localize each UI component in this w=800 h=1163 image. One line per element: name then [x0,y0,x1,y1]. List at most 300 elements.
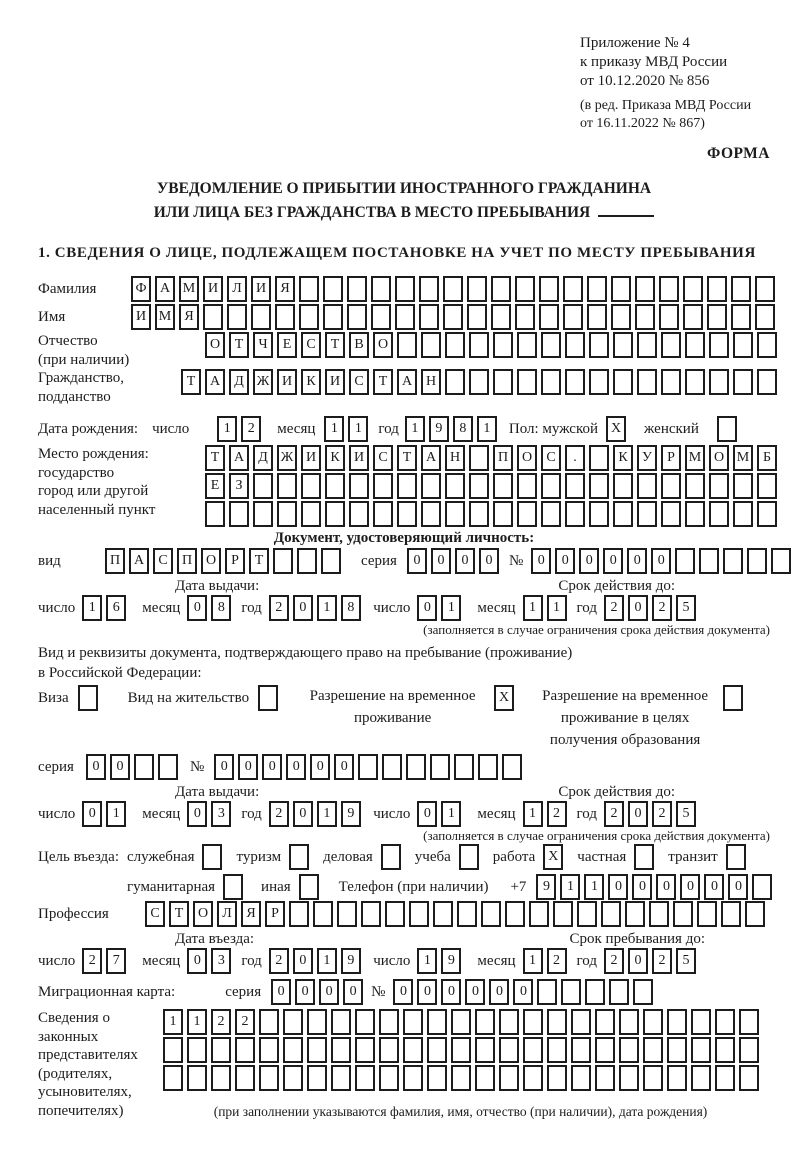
char-cell[interactable] [475,1009,495,1035]
char-cell[interactable]: 0 [417,595,437,621]
char-cell[interactable] [523,1065,543,1091]
char-cell[interactable] [571,1037,591,1063]
char-cell[interactable]: И [203,276,223,302]
char-cell[interactable]: М [733,445,753,471]
char-cell[interactable]: А [205,369,225,395]
char-cell[interactable] [163,1037,183,1063]
char-cell[interactable]: С [373,445,393,471]
char-cell[interactable] [523,1037,543,1063]
char-cell[interactable]: 0 [531,548,551,574]
char-cell[interactable] [745,901,765,927]
char-cell[interactable]: 9 [441,948,461,974]
char-cell[interactable] [529,901,549,927]
char-cell[interactable] [445,473,465,499]
char-cell[interactable]: М [155,304,175,330]
char-cell[interactable] [419,304,439,330]
char-cell[interactable]: Я [179,304,199,330]
char-cell[interactable] [235,1037,255,1063]
char-cell[interactable] [397,501,417,527]
char-cell[interactable] [757,332,777,358]
char-cell[interactable] [321,548,341,574]
char-cell[interactable] [203,304,223,330]
char-cell[interactable]: 2 [652,595,672,621]
char-cell[interactable] [661,369,681,395]
char-cell[interactable] [491,276,511,302]
char-cell[interactable]: 1 [324,416,344,442]
char-cell[interactable]: 0 [295,979,315,1005]
char-cell[interactable]: Р [265,901,285,927]
char-cell[interactable]: С [153,548,173,574]
char-cell[interactable] [715,1009,735,1035]
char-cell[interactable] [467,276,487,302]
char-cell[interactable] [331,1037,351,1063]
char-cell[interactable] [633,979,653,1005]
char-cell[interactable]: Т [205,445,225,471]
char-cell[interactable] [517,369,537,395]
char-cell[interactable]: 0 [680,874,700,900]
char-cell[interactable] [539,304,559,330]
char-cell[interactable] [731,276,751,302]
char-cell[interactable] [283,1037,303,1063]
char-cell[interactable] [589,332,609,358]
char-cell[interactable]: 1 [217,416,237,442]
char-cell[interactable]: 1 [477,416,497,442]
char-cell[interactable] [227,304,247,330]
char-cell[interactable] [325,473,345,499]
char-cell[interactable] [755,304,775,330]
char-cell[interactable]: 1 [523,948,543,974]
char-cell[interactable] [307,1009,327,1035]
char-cell[interactable] [253,473,273,499]
char-cell[interactable] [469,332,489,358]
char-cell[interactable] [421,473,441,499]
char-cell[interactable] [331,1065,351,1091]
char-cell[interactable]: К [613,445,633,471]
char-cell[interactable] [733,332,753,358]
char-cell[interactable] [187,1065,207,1091]
char-cell[interactable] [403,1009,423,1035]
char-cell[interactable]: 0 [343,979,363,1005]
char-cell[interactable]: Б [757,445,777,471]
char-cell[interactable] [403,1065,423,1091]
char-cell[interactable]: И [251,276,271,302]
char-cell[interactable] [661,501,681,527]
char-cell[interactable]: 1 [187,1009,207,1035]
purpose-study-checkbox[interactable] [459,844,479,870]
char-cell[interactable] [685,473,705,499]
char-cell[interactable] [491,304,511,330]
char-cell[interactable] [739,1065,759,1091]
purpose-humanitarian-checkbox[interactable] [223,874,243,900]
char-cell[interactable]: Е [205,473,225,499]
char-cell[interactable] [683,276,703,302]
char-cell[interactable] [565,473,585,499]
char-cell[interactable] [637,369,657,395]
char-cell[interactable] [277,473,297,499]
char-cell[interactable] [541,369,561,395]
char-cell[interactable] [547,1037,567,1063]
char-cell[interactable]: 0 [628,948,648,974]
char-cell[interactable] [675,548,695,574]
char-cell[interactable]: 3 [211,801,231,827]
char-cell[interactable] [235,1065,255,1091]
char-cell[interactable] [331,1009,351,1035]
char-cell[interactable]: 1 [106,801,126,827]
char-cell[interactable]: 8 [211,595,231,621]
char-cell[interactable]: 0 [656,874,676,900]
char-cell[interactable] [299,304,319,330]
char-cell[interactable] [355,1065,375,1091]
char-cell[interactable] [379,1037,399,1063]
char-cell[interactable]: Т [229,332,249,358]
char-cell[interactable]: 0 [431,548,451,574]
char-cell[interactable] [683,304,703,330]
char-cell[interactable] [577,901,597,927]
char-cell[interactable] [373,501,393,527]
char-cell[interactable]: И [277,369,297,395]
char-cell[interactable] [691,1037,711,1063]
char-cell[interactable]: П [177,548,197,574]
char-cell[interactable] [595,1037,615,1063]
char-cell[interactable]: 3 [211,948,231,974]
char-cell[interactable] [499,1065,519,1091]
char-cell[interactable]: 0 [513,979,533,1005]
char-cell[interactable]: Т [249,548,269,574]
char-cell[interactable]: 2 [652,948,672,974]
char-cell[interactable]: О [373,332,393,358]
char-cell[interactable] [541,501,561,527]
char-cell[interactable]: 2 [235,1009,255,1035]
char-cell[interactable] [587,276,607,302]
char-cell[interactable] [709,501,729,527]
char-cell[interactable]: Т [181,369,201,395]
char-cell[interactable] [427,1065,447,1091]
char-cell[interactable] [158,754,178,780]
char-cell[interactable]: 1 [317,801,337,827]
char-cell[interactable]: О [193,901,213,927]
char-cell[interactable]: К [325,445,345,471]
purpose-official-checkbox[interactable] [202,844,222,870]
char-cell[interactable] [421,332,441,358]
char-cell[interactable]: 0 [407,548,427,574]
char-cell[interactable] [589,369,609,395]
char-cell[interactable] [659,276,679,302]
char-cell[interactable]: С [301,332,321,358]
char-cell[interactable]: . [565,445,585,471]
char-cell[interactable]: 2 [604,595,624,621]
char-cell[interactable] [134,754,154,780]
char-cell[interactable]: Т [325,332,345,358]
char-cell[interactable] [355,1009,375,1035]
char-cell[interactable] [733,369,753,395]
char-cell[interactable] [451,1009,471,1035]
char-cell[interactable] [323,304,343,330]
char-cell[interactable] [715,1037,735,1063]
char-cell[interactable]: Я [241,901,261,927]
char-cell[interactable]: Р [661,445,681,471]
char-cell[interactable]: 0 [627,548,647,574]
char-cell[interactable] [667,1037,687,1063]
char-cell[interactable] [443,304,463,330]
char-cell[interactable]: Р [225,548,245,574]
char-cell[interactable]: Ч [253,332,273,358]
char-cell[interactable] [637,473,657,499]
char-cell[interactable] [297,548,317,574]
char-cell[interactable] [385,901,405,927]
char-cell[interactable] [547,1009,567,1035]
char-cell[interactable]: Ж [253,369,273,395]
char-cell[interactable] [403,1037,423,1063]
char-cell[interactable] [493,369,513,395]
char-cell[interactable] [667,1009,687,1035]
char-cell[interactable]: 0 [187,801,207,827]
visa-checkbox[interactable] [78,685,98,711]
char-cell[interactable] [379,1065,399,1091]
char-cell[interactable] [358,754,378,780]
char-cell[interactable] [409,901,429,927]
char-cell[interactable]: А [397,369,417,395]
char-cell[interactable] [563,276,583,302]
char-cell[interactable]: 0 [393,979,413,1005]
char-cell[interactable] [451,1037,471,1063]
char-cell[interactable] [502,754,522,780]
char-cell[interactable]: 0 [187,948,207,974]
char-cell[interactable] [430,754,450,780]
char-cell[interactable] [397,332,417,358]
char-cell[interactable] [301,501,321,527]
char-cell[interactable] [685,369,705,395]
char-cell[interactable]: И [325,369,345,395]
char-cell[interactable] [707,304,727,330]
char-cell[interactable] [673,901,693,927]
char-cell[interactable]: 1 [417,948,437,974]
purpose-tourism-checkbox[interactable] [289,844,309,870]
char-cell[interactable] [611,304,631,330]
char-cell[interactable] [273,548,293,574]
char-cell[interactable] [699,548,719,574]
char-cell[interactable] [499,1009,519,1035]
char-cell[interactable] [595,1065,615,1091]
char-cell[interactable] [563,304,583,330]
char-cell[interactable] [589,473,609,499]
gender-female-checkbox[interactable] [717,416,737,442]
char-cell[interactable] [515,276,535,302]
char-cell[interactable]: 9 [536,874,556,900]
char-cell[interactable]: 0 [479,548,499,574]
char-cell[interactable]: 1 [348,416,368,442]
char-cell[interactable] [469,369,489,395]
char-cell[interactable]: 1 [317,595,337,621]
char-cell[interactable] [371,276,391,302]
char-cell[interactable] [301,473,321,499]
char-cell[interactable]: 7 [106,948,126,974]
char-cell[interactable] [755,276,775,302]
char-cell[interactable] [517,501,537,527]
char-cell[interactable]: 1 [405,416,425,442]
char-cell[interactable]: 2 [269,948,289,974]
char-cell[interactable] [289,901,309,927]
char-cell[interactable]: 1 [560,874,580,900]
char-cell[interactable]: 0 [441,979,461,1005]
char-cell[interactable]: М [685,445,705,471]
char-cell[interactable]: 5 [676,801,696,827]
char-cell[interactable]: Н [445,445,465,471]
char-cell[interactable] [771,548,791,574]
char-cell[interactable] [433,901,453,927]
char-cell[interactable]: И [301,445,321,471]
char-cell[interactable]: Л [217,901,237,927]
char-cell[interactable] [752,874,772,900]
char-cell[interactable] [445,501,465,527]
char-cell[interactable] [163,1065,183,1091]
char-cell[interactable] [259,1009,279,1035]
char-cell[interactable]: А [421,445,441,471]
char-cell[interactable]: П [493,445,513,471]
char-cell[interactable]: 0 [632,874,652,900]
char-cell[interactable] [697,901,717,927]
char-cell[interactable] [721,901,741,927]
char-cell[interactable]: 2 [211,1009,231,1035]
temp-residence-education-checkbox[interactable] [723,685,743,711]
char-cell[interactable]: 0 [628,595,648,621]
char-cell[interactable] [747,548,767,574]
char-cell[interactable] [539,276,559,302]
char-cell[interactable] [493,332,513,358]
char-cell[interactable]: 1 [441,801,461,827]
char-cell[interactable] [523,1009,543,1035]
char-cell[interactable] [723,548,743,574]
char-cell[interactable] [347,304,367,330]
char-cell[interactable] [275,304,295,330]
char-cell[interactable]: Ж [277,445,297,471]
char-cell[interactable] [253,501,273,527]
purpose-work-checkbox[interactable]: X [543,844,563,870]
char-cell[interactable] [187,1037,207,1063]
char-cell[interactable]: А [129,548,149,574]
char-cell[interactable] [661,332,681,358]
char-cell[interactable]: О [709,445,729,471]
char-cell[interactable] [445,332,465,358]
char-cell[interactable] [445,369,465,395]
char-cell[interactable]: 0 [628,801,648,827]
char-cell[interactable] [505,901,525,927]
char-cell[interactable] [643,1065,663,1091]
char-cell[interactable] [481,901,501,927]
char-cell[interactable] [283,1009,303,1035]
char-cell[interactable] [565,369,585,395]
char-cell[interactable] [349,473,369,499]
char-cell[interactable]: У [637,445,657,471]
char-cell[interactable]: 2 [604,801,624,827]
char-cell[interactable]: Е [277,332,297,358]
char-cell[interactable] [707,276,727,302]
char-cell[interactable] [517,332,537,358]
char-cell[interactable] [443,276,463,302]
char-cell[interactable]: 0 [214,754,234,780]
char-cell[interactable]: 0 [319,979,339,1005]
char-cell[interactable]: В [349,332,369,358]
char-cell[interactable] [731,304,751,330]
char-cell[interactable] [625,901,645,927]
char-cell[interactable] [419,276,439,302]
char-cell[interactable] [601,901,621,927]
char-cell[interactable] [395,304,415,330]
char-cell[interactable] [635,304,655,330]
char-cell[interactable] [493,501,513,527]
char-cell[interactable] [649,901,669,927]
char-cell[interactable] [691,1065,711,1091]
char-cell[interactable]: 0 [651,548,671,574]
char-cell[interactable] [382,754,402,780]
char-cell[interactable] [733,501,753,527]
char-cell[interactable]: 0 [82,801,102,827]
char-cell[interactable] [757,473,777,499]
char-cell[interactable]: 0 [110,754,130,780]
char-cell[interactable] [609,979,629,1005]
char-cell[interactable]: 1 [317,948,337,974]
purpose-other-checkbox[interactable] [299,874,319,900]
gender-male-checkbox[interactable]: X [606,416,626,442]
char-cell[interactable] [517,473,537,499]
char-cell[interactable] [685,501,705,527]
char-cell[interactable]: Ф [131,276,151,302]
char-cell[interactable]: 0 [608,874,628,900]
char-cell[interactable] [395,276,415,302]
char-cell[interactable]: 1 [584,874,604,900]
char-cell[interactable]: 9 [341,948,361,974]
char-cell[interactable] [469,445,489,471]
char-cell[interactable]: 2 [82,948,102,974]
char-cell[interactable] [691,1009,711,1035]
char-cell[interactable] [406,754,426,780]
char-cell[interactable] [637,332,657,358]
char-cell[interactable]: О [517,445,537,471]
char-cell[interactable]: 0 [310,754,330,780]
purpose-private-checkbox[interactable] [634,844,654,870]
char-cell[interactable] [421,501,441,527]
char-cell[interactable] [565,501,585,527]
char-cell[interactable]: 0 [293,801,313,827]
char-cell[interactable] [613,332,633,358]
char-cell[interactable]: 1 [547,595,567,621]
char-cell[interactable] [635,276,655,302]
char-cell[interactable] [733,473,753,499]
char-cell[interactable]: С [541,445,561,471]
char-cell[interactable] [619,1065,639,1091]
char-cell[interactable]: 0 [86,754,106,780]
char-cell[interactable] [619,1037,639,1063]
char-cell[interactable] [361,901,381,927]
char-cell[interactable]: И [349,445,369,471]
char-cell[interactable] [277,501,297,527]
char-cell[interactable]: 2 [547,948,567,974]
char-cell[interactable] [547,1065,567,1091]
char-cell[interactable]: З [229,473,249,499]
char-cell[interactable] [205,501,225,527]
char-cell[interactable]: 0 [271,979,291,1005]
char-cell[interactable] [475,1065,495,1091]
char-cell[interactable]: 0 [417,801,437,827]
char-cell[interactable]: 1 [163,1009,183,1035]
char-cell[interactable] [515,304,535,330]
char-cell[interactable] [611,276,631,302]
char-cell[interactable]: 0 [455,548,475,574]
char-cell[interactable]: М [179,276,199,302]
char-cell[interactable]: 0 [293,595,313,621]
char-cell[interactable] [307,1037,327,1063]
char-cell[interactable]: Т [397,445,417,471]
char-cell[interactable] [739,1009,759,1035]
